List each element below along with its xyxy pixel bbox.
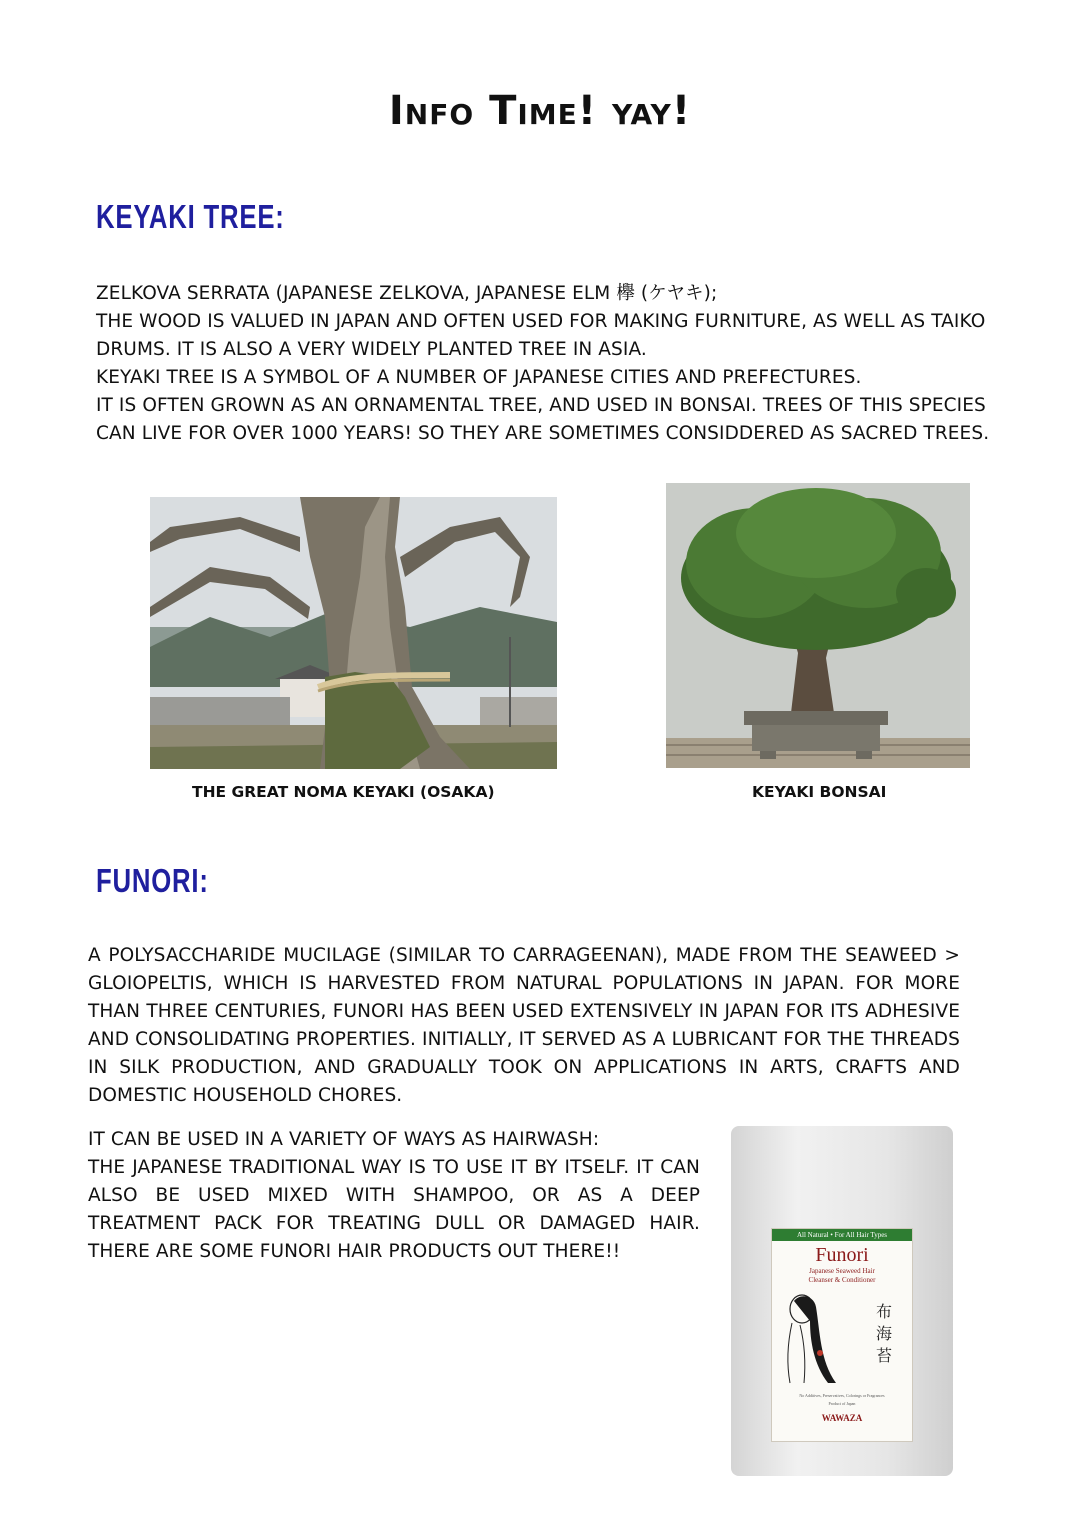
great-noma-keyaki-caption: THE GREAT NOMA KEYAKI (OSAKA) bbox=[192, 783, 495, 801]
keyaki-bonsai-photo bbox=[666, 483, 970, 768]
keyaki-heading: KEYAKI TREE: bbox=[96, 198, 285, 235]
product-subtitle-1: Japanese Seaweed Hair bbox=[809, 1267, 875, 1275]
keyaki-description bbox=[96, 280, 996, 448]
great-noma-keyaki-photo bbox=[150, 497, 557, 769]
product-label bbox=[771, 1228, 913, 1442]
keyaki-line-2: THE WOOD IS VALUED IN JAPAN AND OFTEN USED FOR MAKING FURNITURE, AS WELL AS TAIKO DRUMS. IT IS ALSO A VERY WIDELY PLANTED TREE IN ASIA. bbox=[96, 311, 986, 360]
funori-heading: FUNORI: bbox=[96, 862, 209, 899]
keyaki-line-1: ZELKOVA SERRATA (JAPANESE ZELKOVA, JAPANESE ELM 欅 (ケヤキ); bbox=[96, 283, 718, 304]
keyaki-line-3: KEYAKI TREE IS A SYMBOL OF A NUMBER OF JAPANESE CITIES AND PREFECTURES. bbox=[96, 367, 862, 388]
product-fine-print: No Additives, Preservatives, Colorings or Fragrances bbox=[799, 1393, 885, 1398]
page-title: Info Time! yay! bbox=[388, 88, 692, 134]
woman-illustration bbox=[780, 1291, 860, 1387]
funori-paragraph-2-intro: IT CAN BE USED IN A VARIETY OF WAYS AS HAIRWASH: bbox=[88, 1129, 600, 1150]
product-origin: Product of Japan bbox=[828, 1401, 856, 1406]
product-subtitle-2: Cleanser & Conditioner bbox=[808, 1276, 876, 1284]
product-banner: All Natural • For All Hair Types bbox=[772, 1229, 912, 1241]
product-brand: WAWAZA bbox=[821, 1413, 863, 1423]
keyaki-bonsai-caption: KEYAKI BONSAI bbox=[752, 783, 887, 801]
funori-paragraph-2 bbox=[88, 1126, 700, 1266]
product-kanji: 布海苔 bbox=[876, 1302, 893, 1365]
keyaki-line-4: IT IS OFTEN GROWN AS AN ORNAMENTAL TREE, AND USED IN BONSAI. TREES OF THIS SPECIES CAN LIVE FOR OVER 1000 YEARS! SO THEY ARE SOMETIMES CONSIDDERED AS SACRED TREES. bbox=[96, 395, 990, 444]
funori-product-image bbox=[731, 1126, 953, 1476]
funori-paragraph-1: A POLYSACCHARIDE MUCILAGE (SIMILAR TO CARRAGEENAN), MADE FROM THE SEAWEED > GLOIOPELTIS, WHICH IS HARVESTED FROM NATURAL POPULATIONS IN JAPAN. FOR MORE THAN THREE CENTURIES, FUNORI HAS BEEN USED EXTENSIVELY IN JAPAN FOR ITS ADHESIVE AND CONSOLIDATING PROPERTIES. INITIALLY, IT SERVED AS A LUBRICANT FOR THE THREADS IN SILK PRODUCTION, AND GRADUALLY TOOK ON APPLICATIONS IN ARTS, CRAFTS AND DOMESTIC HOUSEHOLD CHORES. bbox=[88, 945, 960, 1106]
product-name: Funori bbox=[815, 1244, 869, 1266]
funori-paragraph-2-body: THE JAPANESE TRADITIONAL WAY IS TO USE IT BY ITSELF. IT CAN ALSO BE USED MIXED WITH SHAMPOO, OR AS A DEEP TREATMENT PACK FOR TREATING DULL OR DAMAGED HAIR. THERE ARE SOME FUNORI HAIR PRODUCTS OUT THERE!! bbox=[88, 1157, 700, 1262]
